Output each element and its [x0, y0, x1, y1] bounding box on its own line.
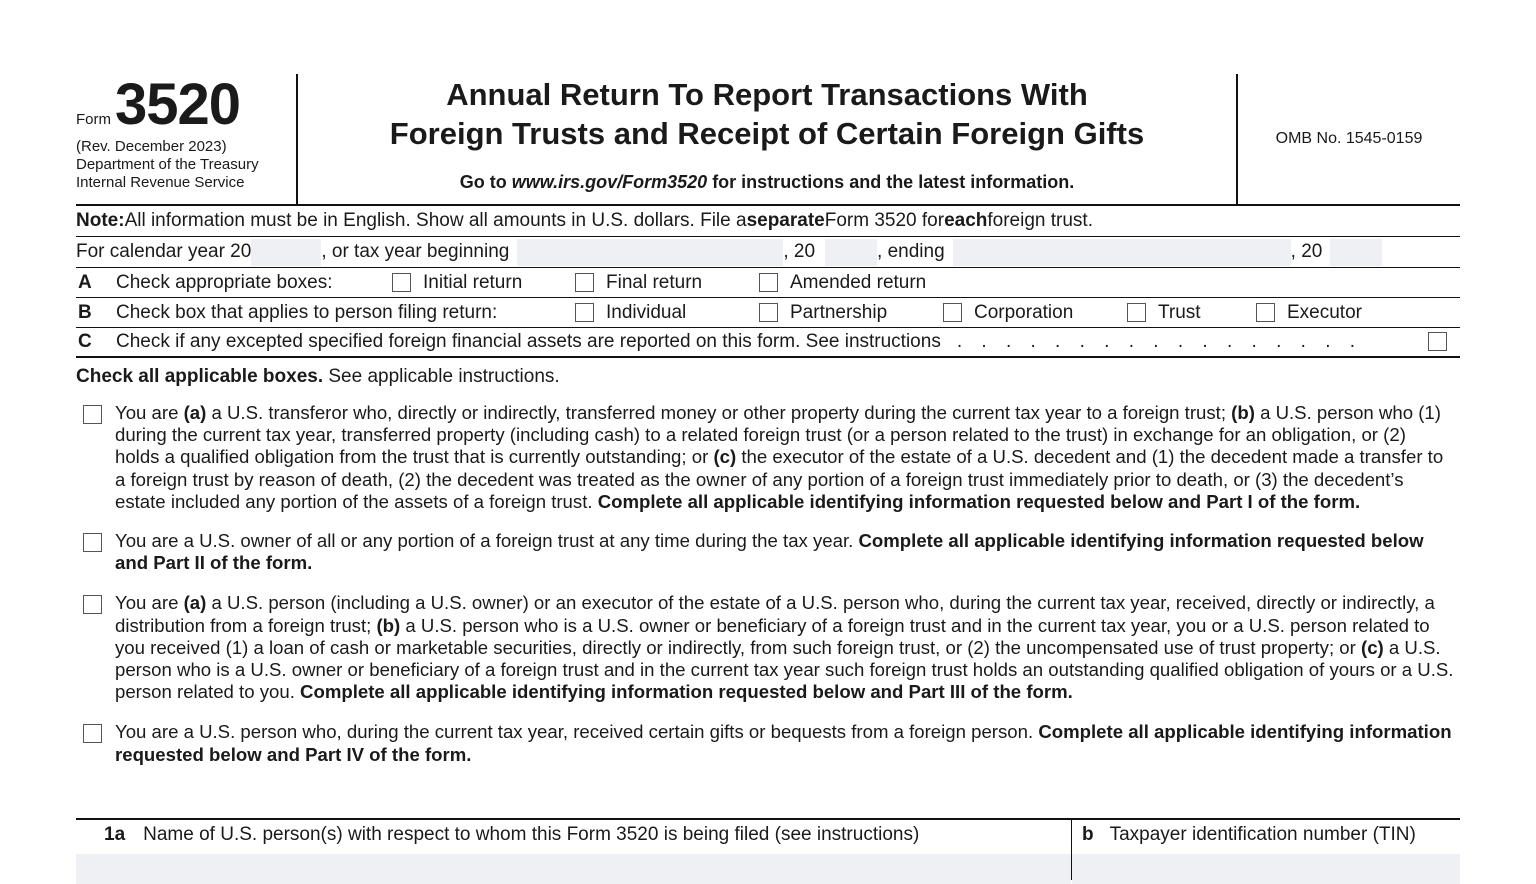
note-bold2: each: [944, 210, 988, 231]
form-title-block: [298, 74, 1238, 204]
form-id-block: [76, 74, 298, 204]
part-ii-b1: Complete all applicable identifying information requested below and Part II of the form.: [115, 530, 1424, 574]
final-return-option[interactable]: [575, 272, 702, 294]
calendar-year-row: [76, 237, 1460, 268]
row-b-letter: B: [78, 301, 92, 323]
executor-option[interactable]: [1256, 302, 1362, 324]
part-ii-paragraph: [76, 530, 1460, 574]
part-iii-b2: (b): [376, 614, 401, 636]
amended-return-option[interactable]: [759, 272, 926, 294]
form-word: Form: [76, 111, 111, 128]
part-ii-t1: You are a U.S. owner of all or any portion of a foreign trust at any time during the tax year.: [115, 530, 859, 552]
row-a-letter: A: [78, 271, 92, 293]
part-iii-text: [115, 592, 1455, 703]
goto-prefix: Go to: [459, 172, 512, 192]
part-i-t2: a U.S. transferor who, directly or indirectly, transferred money or other property during the current tax year to a foreign trust;: [206, 402, 1232, 423]
calendar-year-field[interactable]: [251, 239, 321, 266]
row-b: [76, 298, 1460, 328]
initial-return-option[interactable]: [392, 272, 522, 294]
final-return-label: Final return: [606, 271, 703, 293]
initial-return-checkbox[interactable]: [392, 273, 411, 292]
row-c: [76, 328, 1460, 358]
omb-number: OMB No. 1545-0159: [1275, 130, 1423, 147]
line-1a-caption: [104, 824, 919, 846]
part-iii-t1: You are: [115, 592, 184, 614]
note-text1: All information must be in English. Show all amounts in U.S. dollars. File a: [124, 210, 747, 231]
end-year-field[interactable]: [1330, 239, 1382, 266]
part-iii-checkbox[interactable]: [83, 595, 102, 614]
row-c-label: Check if any excepted specified foreign financial assets are reported on this form. See instructions: [116, 331, 941, 352]
part-i-b1: (a): [183, 402, 207, 423]
check-all-bold: Check all applicable boxes.: [76, 366, 324, 387]
corporation-label: Corporation: [974, 301, 1074, 323]
part-i-text: [115, 402, 1455, 513]
note-row: [76, 206, 1460, 237]
part-iv-t1: You are a U.S. person who, during the current tax year, received certain gifts or bequests from a foreign person.: [115, 721, 1039, 743]
part-iii-b3: (c): [1361, 636, 1384, 658]
note-text2: Form 3520 for: [824, 210, 945, 231]
trust-option[interactable]: [1127, 302, 1201, 324]
row-a-label: Check appropriate boxes:: [116, 271, 333, 293]
check-all-text: See applicable instructions.: [323, 366, 560, 387]
line-1b-cell: [1072, 820, 1460, 880]
agency: Internal Revenue Service: [76, 174, 245, 191]
part-iii-t2: a U.S. person (including a U.S. owner) or an executor of the estate of a U.S. person who, during the current tax year, received, directly or indirectly, a distribution from a foreign trust;: [115, 592, 1435, 636]
executor-checkbox[interactable]: [1256, 303, 1275, 322]
tax-year-begin-field[interactable]: [517, 239, 783, 266]
form-title-line1: Annual Return To Report Transactions With: [446, 77, 1088, 112]
part-iv-b1: Complete all applicable identifying information requested below and Part IV of the form.: [115, 721, 1452, 765]
end-twenty-label: , 20: [1290, 241, 1323, 262]
form-title-line2: Foreign Trusts and Receipt of Certain Foreign Gifts: [389, 116, 1145, 151]
initial-return-label: Initial return: [423, 271, 523, 293]
line-1b-caption: [1082, 824, 1416, 846]
line-1a-name-field[interactable]: [76, 854, 1071, 884]
begin-year-field[interactable]: [825, 239, 877, 266]
part-iv-text: [115, 721, 1455, 765]
partnership-option[interactable]: [759, 302, 887, 324]
form-number: 3520: [115, 72, 241, 137]
part-iii-t3: a U.S. person who is a U.S. owner or beneficiary of a foreign trust and in the current tax year, you or a U.S. person related to you received (1) a loan of cash or marketable securities, directly or indirectly, from such foreign trust, or (2) the uncompensated use of trust property; or: [115, 614, 1430, 658]
begin-twenty-label: , 20: [783, 241, 816, 262]
individual-checkbox[interactable]: [575, 303, 594, 322]
amended-return-label: Amended return: [790, 271, 927, 293]
part-ii-text: [115, 530, 1455, 574]
amended-return-checkbox[interactable]: [759, 273, 778, 292]
note-label: Note:: [76, 210, 125, 231]
instructions-line: [298, 172, 1236, 193]
part-ii-checkbox[interactable]: [83, 533, 102, 552]
part-i-t4: the executor of the estate of a U.S. decedent and (1) the decedent made a transfer to a foreign trust by reason of death, (2) the decedent was treated as the owner of any portion of a foreign trust immediately prior to death, or (3) the decedent’s estate included any portion of the assets of a foreign trust.: [115, 446, 1444, 512]
form-header: [76, 74, 1460, 206]
line-1a-label: Name of U.S. person(s) with respect to whom this Form 3520 is being filed (see instructions): [143, 824, 920, 845]
line-1a-number: 1a: [104, 824, 126, 845]
part-iii-b1: (a): [183, 592, 207, 614]
corporation-checkbox[interactable]: [943, 303, 962, 322]
part-iii-paragraph: [76, 592, 1460, 703]
row-b-label: Check box that applies to person filing return:: [116, 301, 498, 323]
part-iii-t4: a U.S. person who is a U.S. owner or beneficiary of a foreign trust and in the current tax year such foreign trust holds an outstanding qualified obligation of yours or a U.S. person related to you.: [115, 636, 1454, 703]
calendar-prefix: For calendar year 20: [76, 241, 252, 262]
executor-label: Executor: [1287, 301, 1362, 323]
line-1b-number: b: [1082, 824, 1094, 845]
row-c-leader-dots: . . . . . . . . . . . . . . . . .: [956, 331, 1363, 352]
trust-label: Trust: [1158, 301, 1201, 323]
goto-suffix: for instructions and the latest information.: [707, 172, 1075, 192]
part-i-b4: Complete all applicable identifying information requested below and Part I of the form.: [597, 490, 1361, 512]
line-1-row: [76, 818, 1460, 880]
row-c-letter: C: [78, 331, 92, 352]
individual-option[interactable]: [575, 302, 686, 324]
part-i-t3: a U.S. person who (1) during the current tax year, transferred property (including cash) to a related foreign trust (or a person related to the trust) in exchange for an obligation, or (2) holds a qualified obligation from the trust that is currently outstanding; or: [115, 402, 1441, 468]
instructions-link[interactable]: www.irs.gov/Form3520: [511, 172, 708, 192]
department: Department of the Treasury: [76, 156, 259, 173]
note-text3: foreign trust.: [987, 210, 1093, 231]
check-all-heading: [76, 366, 1460, 390]
partnership-checkbox[interactable]: [759, 303, 778, 322]
line-1b-tin-field[interactable]: [1072, 854, 1460, 884]
individual-label: Individual: [606, 301, 687, 323]
part-iv-checkbox[interactable]: [83, 724, 102, 743]
ending-label: , ending: [877, 241, 945, 262]
part-i-paragraph: [76, 402, 1460, 513]
final-return-checkbox[interactable]: [575, 273, 594, 292]
form-revision: (Rev. December 2023): [76, 138, 227, 155]
part-i-checkbox[interactable]: [83, 405, 102, 424]
tax-year-end-field[interactable]: [953, 239, 1291, 266]
part-i-t1: You are: [115, 402, 184, 423]
note-bold1: separate: [746, 210, 825, 231]
part-i-b3: (c): [713, 446, 737, 468]
part-iv-paragraph: [76, 721, 1460, 765]
excepted-assets-checkbox[interactable]: [1428, 332, 1447, 351]
line-1b-label: Taxpayer identification number (TIN): [1109, 824, 1416, 845]
line-1a-cell: [76, 820, 1072, 880]
row-a: [76, 268, 1460, 298]
part-iii-b4: Complete all applicable identifying information requested below and Part III of the form.: [300, 681, 1073, 703]
corporation-option[interactable]: [943, 302, 1073, 324]
partnership-label: Partnership: [790, 301, 888, 323]
part-i-b2: (b): [1231, 402, 1255, 423]
form-3520: [76, 72, 1460, 845]
trust-checkbox[interactable]: [1127, 303, 1146, 322]
tax-year-beginning-label: , or tax year beginning: [321, 241, 510, 262]
